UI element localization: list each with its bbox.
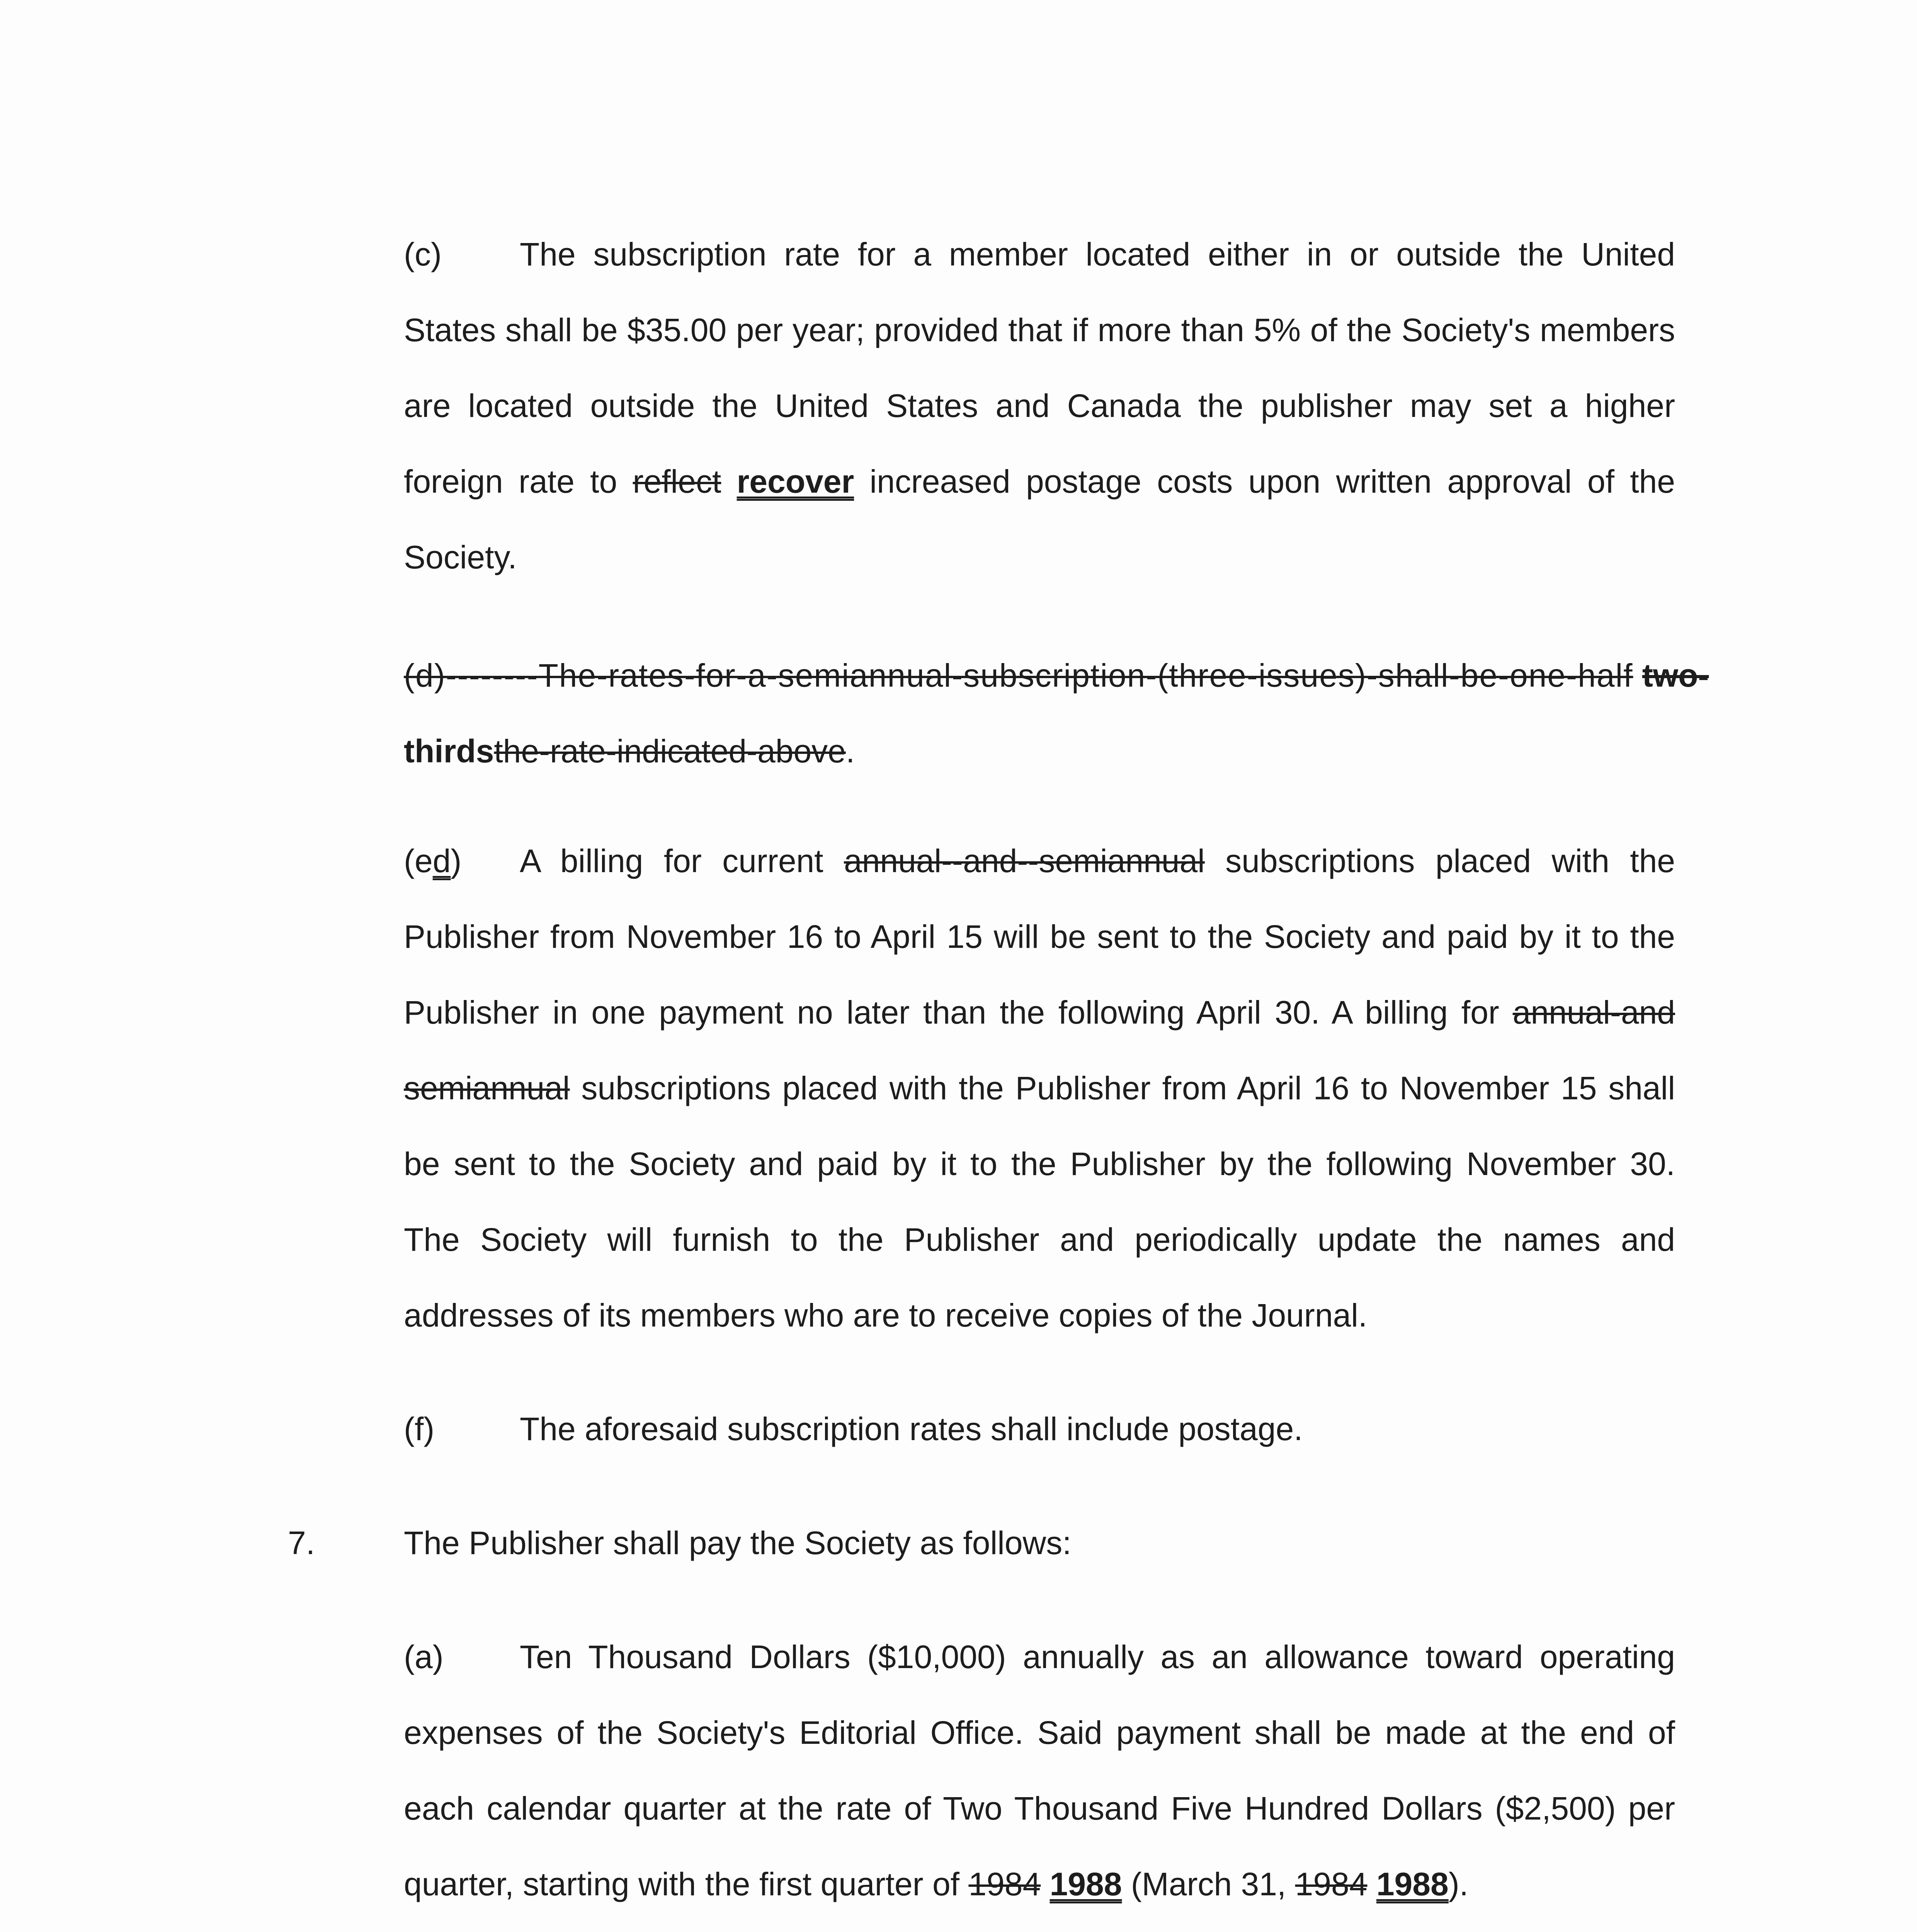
section-7-intro: The Publisher shall pay the Society as follows:	[404, 1525, 1072, 1561]
deleted-text: (d)--------The-rates-for-a-semiannual-subscription-(three-issues)-shall-be-one-half	[404, 657, 1633, 694]
paragraph-6f	[404, 1391, 1675, 1467]
inserted-text: 1988	[1376, 1866, 1449, 1902]
paragraph-6c-label: (c)	[404, 236, 442, 272]
paragraph-6e-line-7: addresses of its members who are to receive copies of the Journal.	[404, 1297, 1368, 1333]
paragraph-6e	[404, 823, 1675, 1353]
paragraph-6f-line-1: (f) The aforesaid subscription rates shall include postage.	[404, 1391, 1675, 1467]
paragraph-7a-line-2: expenses of the Society's Editorial Office. Said payment shall be made at the end of	[404, 1714, 1675, 1751]
paragraph-6d-line-1	[404, 638, 1709, 713]
paragraph-6f-label: (f)	[404, 1411, 435, 1447]
paragraph-7a	[404, 1619, 1675, 1922]
deleted-text: 1984	[968, 1866, 1041, 1902]
paragraph-6d-line-2: thirdsthe-rate-indicated-above.	[404, 733, 855, 769]
paragraph-6e-line-1: (ed) A billing for current annual--and--semiannual subscriptions placed with the	[404, 823, 1675, 899]
inserted-text: d	[432, 843, 451, 879]
deleted-text: semiannual	[404, 1070, 570, 1106]
paragraph-6e-label: (ed)	[404, 843, 462, 879]
paragraph-6e-line-5: be sent to the Society and paid by it to the Publisher by the following November 30.	[404, 1146, 1675, 1182]
paragraph-6c-line-2: States shall be $35.00 per year; provided that if more than 5% of the Society's members	[404, 312, 1675, 348]
deleted-text: 1984	[1295, 1866, 1368, 1902]
deleted-text: annual-and	[1512, 994, 1675, 1031]
paragraph-6c-line-3: are located outside the United States and Canada the publisher may set a higher	[404, 388, 1675, 424]
paragraph-7a-line-3: each calendar quarter at the rate of Two Thousand Five Hundred Dollars ($2,500) per	[404, 1790, 1675, 1827]
deleted-text: the-rate-indicated-above	[494, 733, 846, 769]
deleted-text: annual--and--semiannual	[844, 843, 1205, 879]
paragraph-6e-line-4: semiannual subscriptions placed with the Publisher from April 16 to November 15 shall	[404, 1070, 1675, 1106]
inserted-text: thirds	[404, 733, 494, 769]
paragraph-6e-line-3: Publisher in one payment no later than the following April 30. A billing for annual-and	[404, 994, 1675, 1031]
inserted-text: 1988	[1050, 1866, 1122, 1902]
paragraph-6c	[404, 216, 1675, 595]
paragraph-6c-line-4: foreign rate to reflect recover increased postage costs upon written approval of the	[404, 463, 1675, 500]
deleted-text: reflect	[633, 463, 721, 500]
paragraph-6d	[404, 638, 1709, 789]
paragraph-7a-label: (a)	[404, 1639, 444, 1675]
paragraph-7a-line-4: quarter, starting with the first quarter of 1984 1988 (March 31, 1984 1988).	[404, 1866, 1469, 1902]
paragraph-7a-line-1: (a) Ten Thousand Dollars ($10,000) annually as an allowance toward operating	[404, 1619, 1675, 1695]
inserted-text: two-	[1642, 657, 1709, 694]
paragraph-6e-line-6: The Society will furnish to the Publisher and periodically update the names and	[404, 1221, 1675, 1258]
section-7-number: 7.	[288, 1525, 315, 1561]
inserted-text: recover	[737, 463, 854, 500]
paragraph-6c-line-1: (c) The subscription rate for a member located either in or outside the United	[404, 216, 1675, 292]
paragraph-6e-line-2: Publisher from November 16 to April 15 will be sent to the Society and paid by it to the	[404, 918, 1675, 955]
paragraph-6c-line-5: Society.	[404, 539, 517, 575]
